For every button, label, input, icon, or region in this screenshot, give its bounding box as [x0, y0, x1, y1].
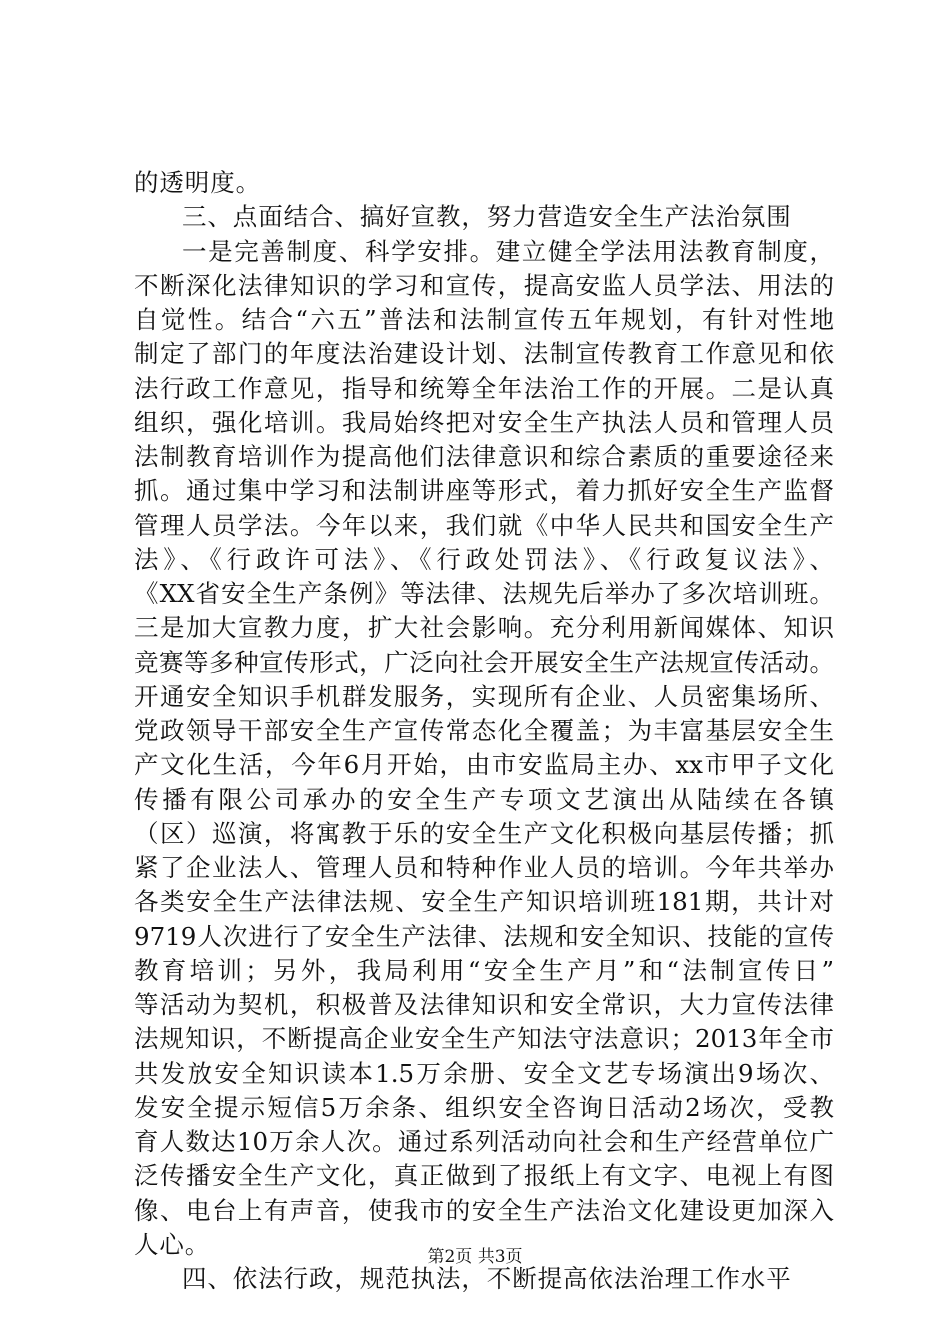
- paragraph-line: 法行政工作意见，指导和统筹全年法治工作的开展。二是认真: [134, 373, 834, 403]
- paragraph-line: 9719人次进行了安全生产法律、法规和安全知识、技能的宣传: [134, 921, 834, 951]
- paragraph-line: 三是加大宣教力度，扩大社会影响。充分利用新闻媒体、知识: [134, 613, 834, 643]
- paragraph-line: 管理人员学法。今年以来，我们就《中华人民共和国安全生产: [134, 510, 834, 540]
- paragraph-line: 党政领导干部安全生产宣传常态化全覆盖；为丰富基层安全生: [134, 716, 834, 745]
- paragraph-line: 一是完善制度、科学安排。建立健全学法用法教育制度，: [182, 236, 834, 266]
- paragraph-line: 等活动为契机，积极普及法律知识和安全常识，大力宣传法律: [134, 990, 834, 1019]
- paragraph-line: 教育培训；另外，我局利用“安全生产月”和“法制宣传日”: [134, 955, 834, 985]
- paragraph-line: 组织，强化培训。我局始终把对安全生产执法人员和管理人员: [134, 407, 834, 437]
- paragraph-line: 产文化生活，今年6月开始，由市安监局主办、xx市甲子文化: [134, 750, 834, 780]
- paragraph-line-last: 人心。: [134, 1229, 211, 1259]
- paragraph-line: 《XX省安全生产条例》等法律、法规先后举办了多次培训班。: [134, 579, 834, 608]
- paragraph-line: 发安全提示短信5万余条、组织安全咨询日活动2场次，受教: [134, 1092, 834, 1122]
- paragraph-line: （区）巡演，将寓教于乐的安全生产文化积极向基层传播；抓: [134, 818, 834, 848]
- paragraph-line: 各类安全生产法律法规、安全生产知识培训班181期，共计对: [134, 887, 834, 917]
- paragraph-line: 法规知识，不断提高企业安全生产知法守法意识；2013年全市: [134, 1024, 834, 1054]
- paragraph-line: 制定了部门的年度法治建设计划、法制宣传教育工作意见和依: [134, 339, 834, 369]
- paragraph-line: 竞赛等多种宣传形式，广泛向社会开展安全生产法规宣传活动。: [134, 647, 834, 677]
- paragraph-line: 像、电台上有声音，使我市的安全生产法治文化建设更加深入: [134, 1195, 834, 1225]
- paragraph-line: 开通安全知识手机群发服务，实现所有企业、人员密集场所、: [134, 681, 834, 711]
- paragraph-line: 传播有限公司承办的安全生产专项文艺演出从陆续在各镇: [134, 784, 834, 814]
- section-heading-4: 四、依法行政，规范执法，不断提高依法治理工作水平: [182, 1264, 792, 1293]
- document-body: [134, 166, 834, 1296]
- section-heading-3: 三、点面结合、搞好宣教，努力营造安全生产法治氛围: [182, 202, 792, 232]
- paragraph-line: 不断深化法律知识的学习和宣传，提高安监人员学法、用法的: [134, 270, 834, 300]
- paragraph-line: 泛传播安全生产文化，真正做到了报纸上有文字、电视上有图: [134, 1161, 834, 1191]
- paragraph-line: 共发放安全知识读本1.5万余册、安全文艺专场演出9场次、: [134, 1058, 834, 1088]
- paragraph-line: 法》、《行政许可法》、《行政处罚法》、《行政复议法》、: [134, 544, 834, 574]
- paragraph-line: 抓。通过集中学习和法制讲座等形式，着力抓好安全生产监督: [134, 476, 834, 506]
- paragraph-line: 法制教育培训作为提高他们法律意识和综合素质的重要途径来: [134, 442, 834, 471]
- paragraph-line: 育人数达10万余人次。通过系列活动向社会和生产经营单位广: [134, 1127, 834, 1156]
- paragraph-continuation: 的透明度。: [134, 168, 261, 197]
- page-number-footer: 第2页 共3页: [427, 1247, 523, 1267]
- paragraph-line: 自觉性。结合“六五”普法和法制宣传五年规划，有针对性地: [134, 305, 834, 334]
- paragraph-line: 紧了企业法人、管理人员和特种作业人员的培训。今年共举办: [134, 853, 834, 882]
